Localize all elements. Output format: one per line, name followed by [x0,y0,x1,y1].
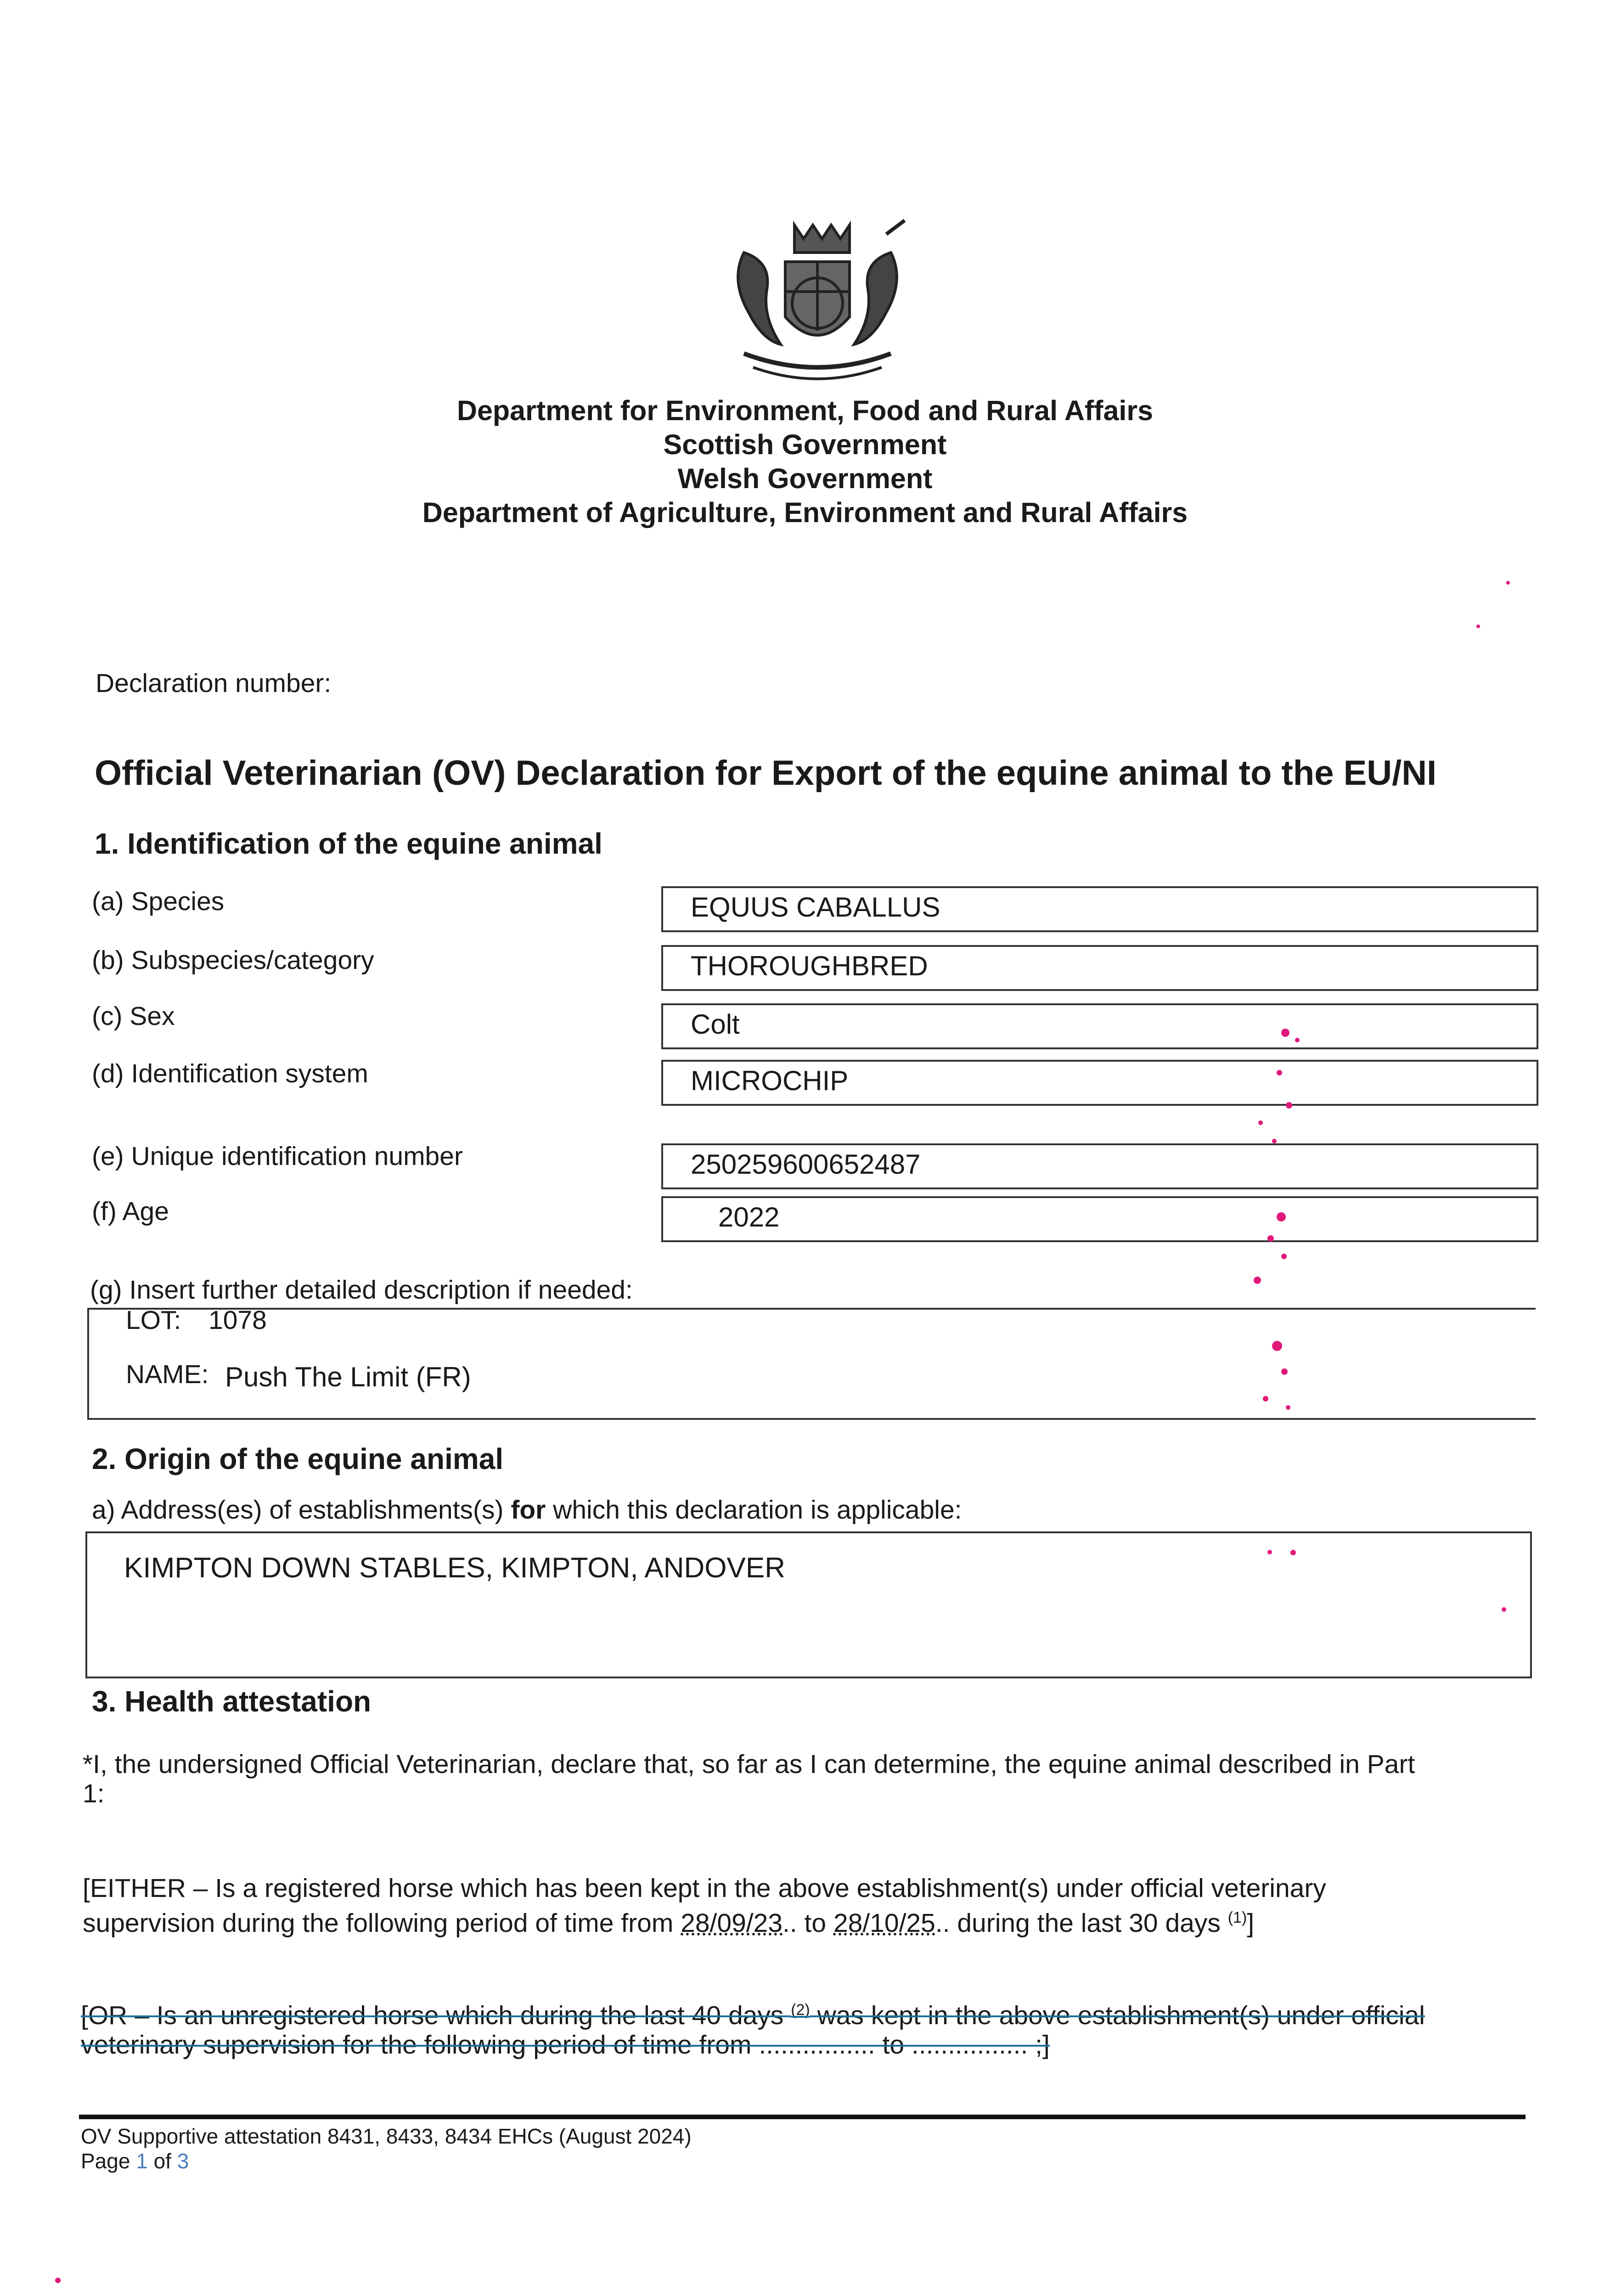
subspecies-field: THOROUGHBRED [661,945,1538,991]
section-heading: 1. Identification of the equine animal [95,827,602,860]
sex-field: Colt [661,1003,1538,1049]
department-name: Department of Agriculture, Environment and Rural Affairs [422,497,1188,528]
to-date: 28/10/25 [833,1908,935,1938]
section-heading: 3. Health attestation [92,1685,372,1718]
health-intro: *I, the undersigned Official Veterinarian, declare that, so far as I can determine, the equine animal described in Part 1: [83,1750,1415,1808]
name-value: Push The Limit (FR) [225,1362,471,1392]
species-field: EQUUS CABALLUS [661,886,1538,932]
page-title: Official Veterinarian (OV) Declaration for Export of the equine animal to the EU/NI [95,754,1437,793]
unique-id-label: (e) Unique identification number [92,1142,463,1171]
sex-label: (c) Sex [92,1002,175,1031]
section-heading: 2. Origin of the equine animal [92,1442,504,1475]
address-box [85,1531,1532,1678]
footer-divider [79,2115,1526,2119]
further-description-label: (g) Insert further detailed description if needed: [90,1275,633,1305]
lot-value: 1078 [208,1306,267,1335]
address-value: KIMPTON DOWN STABLES, KIMPTON, ANDOVER [124,1552,786,1584]
department-name: Department for Environment, Food and Rural Affairs [456,395,1154,426]
name-label: NAME: [126,1360,209,1389]
from-date: 28/09/23 [681,1908,783,1938]
identification-system-label: (d) Identification system [92,1059,368,1088]
department-name: Scottish Government [663,429,947,460]
department-name: Welsh Government [677,463,933,494]
further-description-box [87,1308,1536,1420]
species-label: (a) Species [92,887,225,916]
footer [81,2124,692,2173]
or-clause-struck: [OR – Is an unregistered horse which during the last 40 days $^{(2)}$ was kept in the above establishment(s) under official veterinary supervision for the following period of time from ................ to ................ ;] [81,2001,1425,2060]
age-field: 2022 [661,1196,1538,1242]
page-indicator: Page 1 of 3 [81,2149,189,2173]
identification-system-field: MICROCHIP [661,1060,1538,1106]
either-clause: [EITHER – Is a registered horse which has been kept in the above establishment(s) under official veterinary supervision during the following period of time from 28/09/23.. to 28/10/25.. during the last 30 days $^{(1)}$] [83,1874,1326,1938]
royal-coat-of-arms-logo [716,216,918,395]
unique-id-field: 250259600652487 [661,1143,1538,1189]
age-label: (f) Age [92,1197,169,1226]
subspecies-label: (b) Subspecies/category [92,945,374,975]
address-label: a) Address(es) of establishments(s) for which this declaration is applicable: [92,1495,962,1525]
declaration-number-label: Declaration number: [96,669,332,698]
footer-text: OV Supportive attestation 8431, 8433, 8434 EHCs (August 2024) [81,2124,692,2148]
lot-label: LOT: [126,1306,181,1335]
